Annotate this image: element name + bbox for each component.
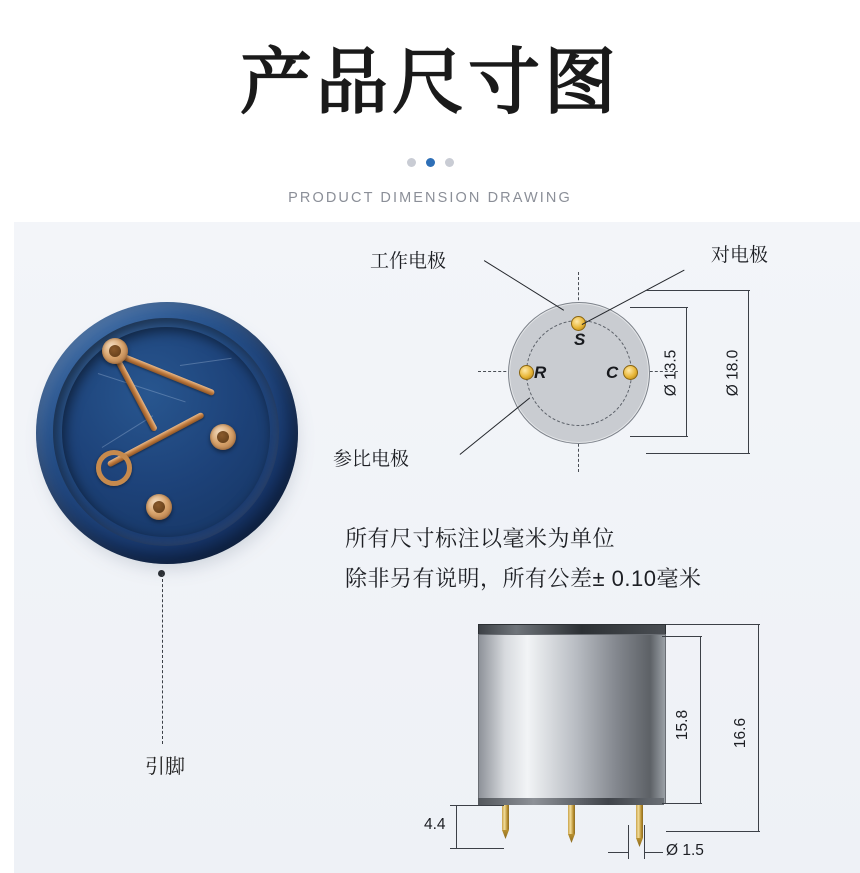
dim-ext-inner-top [630, 307, 688, 308]
dim-ext-pin-top [450, 805, 504, 806]
pin-counter-electrode [210, 424, 236, 450]
side-view-drawing [400, 612, 840, 862]
dim-text-outer-diameter: Ø 18.0 [724, 349, 742, 397]
label-reference-electrode: 参比电极 [333, 449, 410, 470]
sensor-pin-right [636, 805, 643, 839]
leader-line-working-electrode [484, 260, 564, 311]
page-header [0, 0, 860, 222]
dim-ext-outer-bottom [646, 453, 750, 454]
leader-line-counter-electrode [582, 270, 685, 326]
sensor-side-body [478, 634, 666, 804]
leader-line-reference-electrode [460, 398, 531, 456]
dim-ext-body-bottom [662, 803, 702, 804]
dim-line-pin-dia-right-arrow [645, 852, 663, 853]
carousel-dot-1[interactable] [407, 158, 416, 167]
dim-line-total-height [758, 624, 759, 832]
label-working-electrode: 工作电极 [370, 251, 447, 272]
carousel-dot-3[interactable] [445, 158, 454, 167]
sensor-side-base [478, 798, 664, 805]
sensor-pin-middle-tip [568, 834, 575, 843]
sensor-pin-left [502, 805, 509, 831]
dim-text-total-height: 16.6 [732, 717, 750, 749]
electrode-reference [519, 365, 534, 380]
sensor-pin-left-tip [502, 830, 509, 839]
callout-dashed-line [162, 574, 163, 744]
carousel-dot-2[interactable] [426, 158, 435, 167]
electrode-label-r: R [534, 363, 547, 382]
dim-text-body-height: 15.8 [674, 709, 692, 741]
panel-left-edge [0, 222, 14, 873]
dim-ext-total-top [666, 624, 760, 625]
top-view-drawing [330, 232, 850, 522]
dim-line-body-height [700, 636, 701, 804]
electrode-label-s: S [574, 330, 586, 349]
electrode-label-c: C [606, 363, 619, 382]
dim-line-outer-diameter [748, 290, 749, 454]
dim-line-inner-diameter [686, 307, 687, 437]
dim-ext-outer-top [646, 290, 750, 291]
dim-ext-pin-bottom [450, 848, 504, 849]
pin-reference-electrode [146, 494, 172, 520]
dim-line-pin-length [456, 805, 457, 849]
sensor-pin-right-tip [636, 838, 643, 847]
scratch-mark [180, 358, 232, 366]
dim-ext-pin-dia-left [628, 825, 629, 859]
dim-ext-pin-dia-right [644, 825, 645, 859]
note-line-1: 所有尺寸标注以毫米为单位 [345, 526, 616, 551]
copper-wire-ring [96, 450, 132, 486]
dim-line-pin-dia-left-arrow [608, 852, 628, 853]
product-photo [36, 302, 304, 570]
dim-ext-body-top [662, 636, 702, 637]
carousel-dots[interactable] [0, 158, 860, 167]
dim-text-pin-diameter: Ø 1.5 [666, 842, 704, 859]
callout-label-pin: 引脚 [145, 756, 185, 778]
pin-working-electrode [102, 338, 128, 364]
page-subtitle: PRODUCT DIMENSION DRAWING [288, 190, 572, 206]
page-title: 产品尺寸图 [239, 43, 620, 123]
sensor-pin-middle [568, 805, 575, 835]
dim-text-pin-length: 4.4 [424, 816, 446, 833]
dim-text-inner-diameter: Ø 13.5 [662, 349, 680, 397]
electrode-counter [623, 365, 638, 380]
note-line-2: 除非另有说明，所有公差± 0.10毫米 [345, 566, 702, 591]
dim-ext-inner-bottom [630, 436, 688, 437]
dim-ext-total-bottom [666, 831, 760, 832]
diagram-panel [0, 222, 860, 873]
label-counter-electrode: 对电极 [711, 245, 769, 266]
